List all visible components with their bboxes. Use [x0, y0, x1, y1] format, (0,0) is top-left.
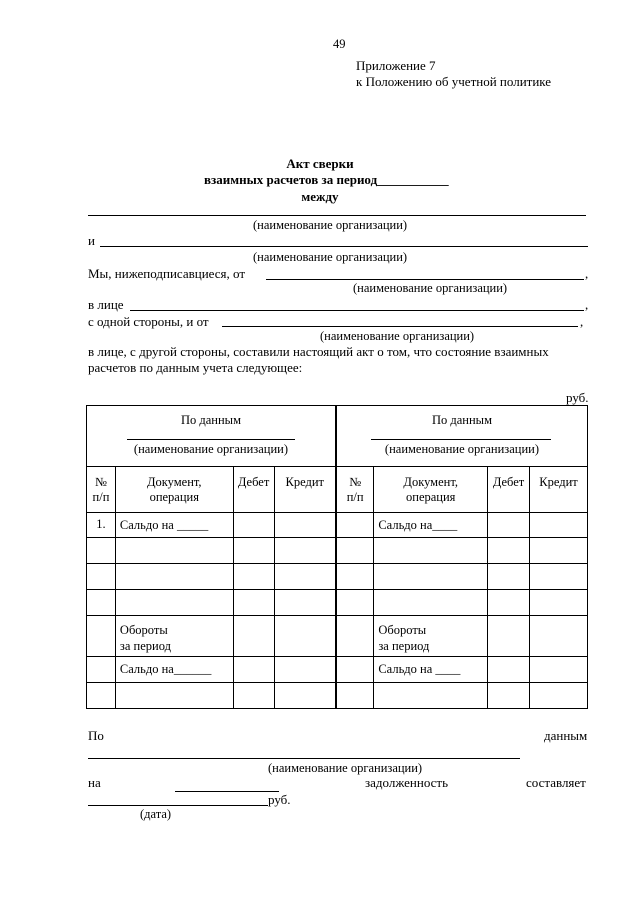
- we-signed-label: Мы, нижеподписавциеся, от: [88, 266, 246, 281]
- title-line3: между: [301, 189, 339, 204]
- org2-line[interactable]: [100, 246, 588, 247]
- cell[interactable]: [115, 564, 233, 590]
- table-row-turnover: [87, 616, 588, 657]
- cell[interactable]: [233, 564, 274, 590]
- cell[interactable]: [374, 683, 488, 709]
- cell[interactable]: [488, 683, 530, 709]
- cell[interactable]: [87, 564, 116, 590]
- org3-caption: (наименование организации): [353, 281, 508, 295]
- cell[interactable]: [233, 513, 274, 538]
- one-side-label: с одной стороны, и от: [88, 314, 209, 329]
- cell[interactable]: [488, 513, 530, 538]
- cell[interactable]: [336, 616, 374, 657]
- table-row: [87, 590, 588, 616]
- org3-line[interactable]: [266, 279, 584, 280]
- statement-line1: в лице, с другой стороны, составили настоящий акт о том, что состояние взаимных: [88, 344, 549, 359]
- cell[interactable]: [115, 590, 233, 616]
- person1-line[interactable]: [130, 310, 584, 311]
- footer-debt: задолженность: [365, 775, 449, 790]
- footer-data: данным: [544, 728, 588, 743]
- saldo-end-right: Сальдо на ____: [374, 657, 488, 683]
- col-credit-right: Кредит: [530, 467, 588, 513]
- table-column-header-row: [87, 467, 588, 513]
- cell[interactable]: [336, 538, 374, 564]
- cell[interactable]: [274, 616, 336, 657]
- cell[interactable]: [374, 538, 488, 564]
- cell[interactable]: [530, 590, 588, 616]
- org2-caption: (наименование организации): [253, 250, 408, 264]
- cell[interactable]: [115, 683, 233, 709]
- comma-1: ,: [585, 266, 589, 281]
- right-by-data: По данным: [431, 413, 492, 427]
- cell[interactable]: [233, 683, 274, 709]
- org1-line[interactable]: [88, 215, 586, 216]
- cell[interactable]: [488, 538, 530, 564]
- comma-3: ,: [580, 314, 584, 329]
- col-debit-right: Дебет: [488, 467, 530, 513]
- cell[interactable]: [274, 657, 336, 683]
- cell[interactable]: [233, 538, 274, 564]
- cell[interactable]: [87, 590, 116, 616]
- cell[interactable]: [115, 538, 233, 564]
- footer-sum-line[interactable]: [88, 805, 268, 806]
- row1-num: 1.: [87, 513, 116, 538]
- col-debit: Дебет: [233, 467, 274, 513]
- org4-caption: (наименование организации): [320, 329, 475, 343]
- cell[interactable]: [87, 657, 116, 683]
- col-document: Документ, операция: [115, 467, 233, 513]
- table-row: [87, 683, 588, 709]
- left-org-line[interactable]: [127, 439, 295, 440]
- currency-label: руб.: [566, 390, 589, 405]
- org1-caption: (наименование организации): [253, 218, 408, 232]
- right-org-caption: (наименование организации): [384, 442, 540, 456]
- cell[interactable]: [274, 590, 336, 616]
- statement-line2: расчетов по данным учета следующее:: [88, 360, 303, 375]
- col-document-right: Документ, операция: [374, 467, 488, 513]
- cell[interactable]: [374, 590, 488, 616]
- left-by-data: По данным: [180, 413, 241, 427]
- cell[interactable]: [233, 616, 274, 657]
- table-row: [87, 564, 588, 590]
- cell[interactable]: [530, 513, 588, 538]
- reconciliation-table: [86, 405, 588, 709]
- cell[interactable]: [336, 683, 374, 709]
- appendix-line2: к Положению об учетной политике: [356, 74, 552, 89]
- footer-org-line[interactable]: [88, 758, 520, 759]
- cell[interactable]: [530, 538, 588, 564]
- cell[interactable]: [274, 564, 336, 590]
- right-org-line[interactable]: [371, 439, 551, 440]
- footer-date-caption: (дата): [140, 807, 172, 821]
- table-header-org-row: [87, 406, 588, 467]
- cell[interactable]: [488, 657, 530, 683]
- table-row: [87, 538, 588, 564]
- footer-rub: руб.: [268, 792, 291, 807]
- cell[interactable]: [488, 590, 530, 616]
- cell[interactable]: [488, 564, 530, 590]
- appendix-line1: Приложение 7: [356, 58, 436, 73]
- org4-line[interactable]: [222, 326, 578, 327]
- cell[interactable]: [336, 590, 374, 616]
- page-number: 49: [333, 37, 346, 51]
- cell[interactable]: [233, 590, 274, 616]
- left-party-header: [87, 406, 336, 467]
- cell[interactable]: [336, 564, 374, 590]
- turnover-left: Обороты за период: [115, 616, 233, 657]
- cell[interactable]: [274, 683, 336, 709]
- col-credit: Кредит: [274, 467, 336, 513]
- footer-by: По: [88, 728, 104, 743]
- cell[interactable]: [530, 683, 588, 709]
- turnover-right: Обороты за период: [374, 616, 488, 657]
- saldo-start-right: Сальдо на____: [374, 513, 488, 538]
- in-person-label: в лице: [88, 297, 124, 312]
- cell[interactable]: [274, 538, 336, 564]
- cell[interactable]: [336, 513, 374, 538]
- cell[interactable]: [87, 538, 116, 564]
- footer-date-line[interactable]: [175, 791, 279, 792]
- table-row: [87, 513, 588, 538]
- table-row-saldo-end: [87, 657, 588, 683]
- right-party-header: [336, 406, 588, 467]
- footer-org-caption: (наименование организации): [268, 761, 423, 775]
- footer-on: на: [88, 775, 101, 790]
- title-line1: Акт сверки: [286, 156, 354, 171]
- left-org-caption: (наименование организации): [133, 442, 289, 456]
- cell[interactable]: [488, 616, 530, 657]
- cell[interactable]: [87, 683, 116, 709]
- title-line2: взаимных расчетов за период___________: [204, 172, 449, 187]
- cell[interactable]: [530, 657, 588, 683]
- cell[interactable]: [374, 564, 488, 590]
- saldo-start-left: Сальдо на _____: [115, 513, 233, 538]
- saldo-end-left: Сальдо на______: [115, 657, 233, 683]
- col-num-right: № п/п: [336, 467, 374, 513]
- cell[interactable]: [530, 564, 588, 590]
- cell[interactable]: [274, 513, 336, 538]
- cell[interactable]: [530, 616, 588, 657]
- cell[interactable]: [233, 657, 274, 683]
- cell[interactable]: [336, 657, 374, 683]
- comma-2: ,: [585, 297, 589, 312]
- cell[interactable]: [87, 616, 116, 657]
- and-label: и: [88, 233, 95, 248]
- col-num: № п/п: [87, 467, 116, 513]
- footer-amount: составляет: [526, 775, 586, 790]
